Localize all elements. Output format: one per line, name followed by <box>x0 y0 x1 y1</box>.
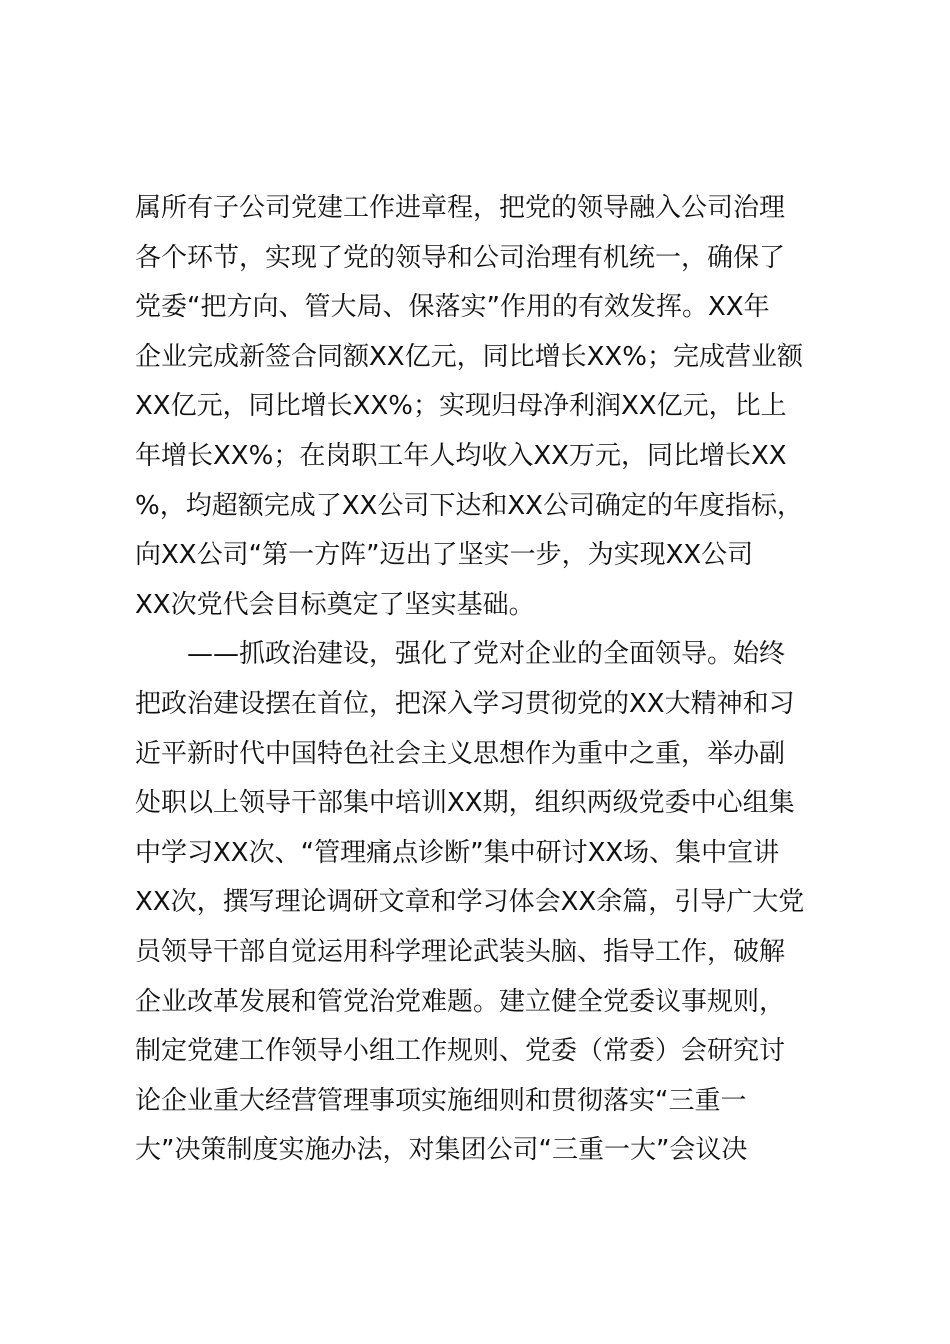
text-line: 把政治建设摆在首位，把深入学习贯彻党的XX大精神和习 <box>135 688 795 719</box>
paragraph-start-line: ——抓政治建设，强化了党对企业的全面领导。始终 <box>187 639 786 670</box>
text-line: XX次，撰写理论调研文章和学习体会XX余篇，引导广大党 <box>135 887 805 918</box>
text-line: XX次党代会目标奠定了坚实基础。 <box>135 589 535 620</box>
text-line: 员领导干部自觉运用科学理论武装头脑、指导工作，破解 <box>135 936 786 967</box>
text-line: 党委“把方向、管大局、保落实”作用的有效发挥。XX年 <box>135 292 770 323</box>
text-line: 处职以上领导干部集中培训XX期，组织两级党委中心组集 <box>135 788 795 819</box>
text-line: 企业改革发展和管党治党难题。建立健全党委议事规则， <box>135 986 786 1017</box>
body-text <box>135 184 855 1176</box>
text-line: 大”决策制度实施办法，对集团公司“三重一大”会议决 <box>135 1135 748 1166</box>
text-line: 中学习XX次、“管理痛点诊断”集中研讨XX场、集中宣讲 <box>135 837 780 868</box>
text-line: 向XX公司“第一方阵”迈出了坚实一步，为实现XX公司 <box>135 540 754 571</box>
text-line: 年增长XX%；在岗职工年人均收入XX万元，同比增长XX <box>135 440 787 471</box>
text-line: 近平新时代中国特色社会主义思想作为重中之重，举办副 <box>135 738 786 769</box>
text-line: XX亿元，同比增长XX%；实现归母净利润XX亿元，比上 <box>135 391 787 422</box>
text-line: 制定党建工作领导小组工作规则、党委（常委）会研究讨 <box>135 1036 786 1067</box>
text-line: 属所有子公司党建工作进章程，把党的领导融入公司治理 <box>135 193 786 223</box>
text-line: 企业完成新签合同额XX亿元，同比增长XX%；完成营业额 <box>135 341 803 372</box>
text-line: 各个环节，实现了党的领导和公司治理有机统一，确保了 <box>135 242 786 273</box>
text-line: %，均超额完成了XX公司下达和XX公司确定的年度指标， <box>135 490 803 521</box>
text-line: 论企业重大经营管理事项实施细则和贯彻落实“三重一 <box>135 1085 747 1116</box>
